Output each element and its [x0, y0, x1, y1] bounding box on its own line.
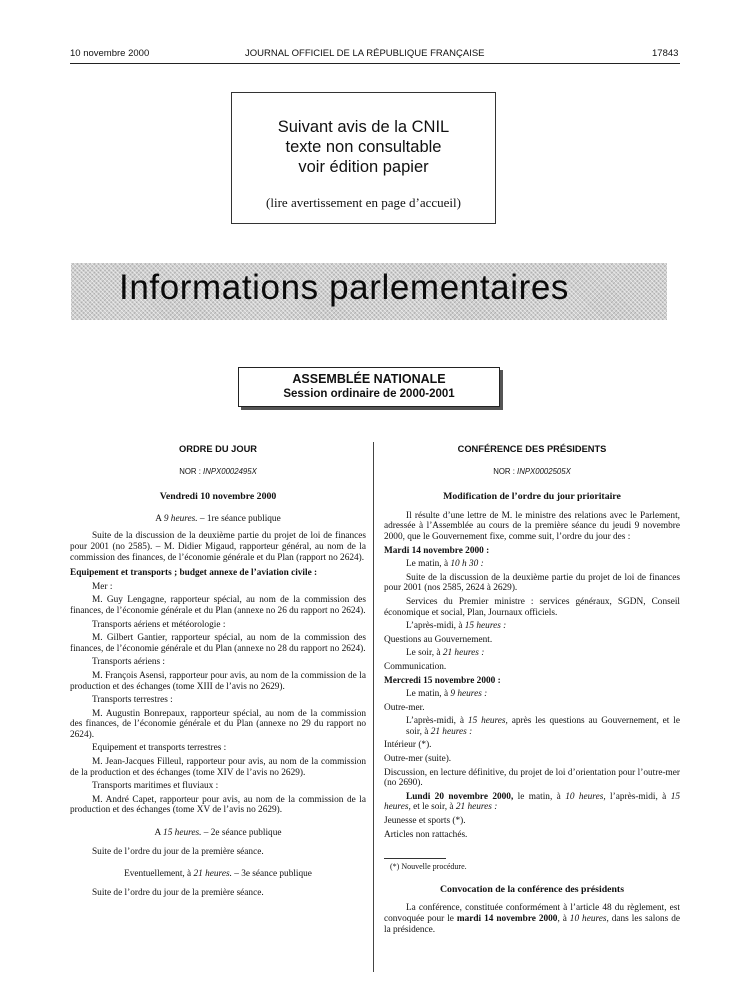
paragraph-tmf: M. André Capet, rapporteur pour avis, au nom de la commission de la production et des échanges (tome XV de l’avis no 2629). — [70, 794, 366, 816]
mercredi-apres-midi: L’après-midi, à 15 heures, après les questions au Gouvernement, et le soir, à 21 heures : — [406, 716, 680, 737]
seance-1-heading: A 9 heures. – 1re séance publique — [155, 513, 281, 524]
header-page-number: 17843 — [652, 48, 679, 59]
section-banner — [71, 263, 667, 320]
articles-non-rattaches: Articles non rattachés. — [384, 829, 468, 840]
discussion-lecture: Discussion, en lecture définitive, du projet de loi d’orientation pour l’outre-mer (no 2690). — [384, 767, 680, 789]
cnil-line-3: voir édition papier — [298, 158, 429, 176]
mercredi-heading: Mercredi 15 novembre 2000 : — [384, 675, 501, 686]
mardi-matin: Le matin, à 10 h 30 : — [406, 559, 484, 570]
assembly-name: ASSEMBLÉE NATIONALE — [292, 372, 446, 386]
mardi-heading: Mardi 14 novembre 2000 : — [384, 545, 490, 556]
intro-paragraph: Il résulte d’une lettre de M. le ministre des relations avec le Parlement, adressée à l’Assemblée au cours de la première séance du jeudi 9 novembre 2000, que le Gouvernement fixe, comme suit, l’ordre du jour des : — [384, 510, 680, 542]
assembly-session: Session ordinaire de 2000-2001 — [283, 388, 455, 400]
mer-label: Mer : — [92, 581, 113, 592]
left-column — [70, 444, 366, 901]
cnil-line-2: texte non consultable — [285, 138, 442, 156]
right-nor: NOR : INPX0002505X — [493, 466, 571, 476]
left-column-title: ORDRE DU JOUR — [179, 444, 257, 454]
mardi-apres-midi: L’après-midi, à 15 heures : — [406, 621, 507, 632]
seance-3-heading: Eventuellement, à 21 heures. – 3e séance publique — [124, 869, 312, 880]
communication: Communication. — [384, 661, 447, 672]
seance-2-heading: A 15 heures. – 2e séance publique — [154, 828, 282, 839]
assembly-box — [238, 367, 500, 407]
paragraph-ett: M. Jean-Jacques Filleul, rapporteur pour avis, au nom de la commission de la production et des échanges (tome XIV de l’avis no 2629). — [70, 757, 366, 778]
footnote: (*) Nouvelle procédure. — [390, 862, 467, 872]
paragraph-tam: M. Gilbert Gantier, rapporteur spécial, au nom de la commission des finances, de l’économie générale et du Plan (annexe no 28 du rapport no 2624). — [70, 633, 366, 654]
mardi-soir: Le soir, à 21 heures : — [406, 648, 485, 659]
column-divider — [373, 442, 374, 972]
questions-gouvernement: Questions au Gouvernement. — [384, 634, 493, 645]
paragraph-mer: M. Guy Lengagne, rapporteur spécial, au nom de la commission des finances, de l’économie générale et du Plan (annexe no 26 du rapport no 2624). — [70, 595, 366, 616]
convocation-paragraph: La conférence, constituée conformément à l’article 48 du règlement, est convoquée pour le mardi 14 novembre 2000, à 10 heures, dans les salons de la présidence. — [384, 903, 680, 935]
paragraph-suite-discussion: Suite de la discussion de la deuxième partie du projet de loi de finances pour 2001 (nos 2585, 2624 à 2629). — [384, 572, 680, 594]
left-day-heading: Vendredi 10 novembre 2000 — [159, 491, 277, 503]
header-title: JOURNAL OFFICIEL DE LA RÉPUBLIQUE FRANÇAISE — [245, 48, 485, 59]
banner-title: Informations parlementaires — [119, 268, 570, 307]
tam-label: Transports aériens et météorologie : — [92, 619, 226, 630]
jeunesse-sports: Jeunesse et sports (*). — [384, 816, 466, 827]
right-column — [384, 444, 680, 938]
paragraph-ta: M. François Asensi, rapporteur pour avis, au nom de la commission de la production et des échanges (tome XIII de l’avis no 2629). — [70, 670, 366, 692]
footnote-rule — [384, 858, 446, 859]
seance-3-text: Suite de l’ordre du jour de la première séance. — [92, 887, 264, 898]
cnil-note: (lire avertissement en page d’accueil) — [266, 195, 461, 210]
tt-label: Transports terrestres : — [92, 695, 173, 706]
outre-mer: Outre-mer. — [384, 702, 425, 713]
convocation-heading: Convocation de la conférence des présidents — [439, 883, 625, 895]
interieur: Intérieur (*). — [384, 740, 432, 751]
paragraph-budget: Suite de la discussion de la deuxième partie du projet de loi de finances pour 2001 (no 2585). – M. Didier Migaud, rapporteur général, au nom de la commission des finances, de l’économie générale et du Plan (rapport no 2624). — [70, 531, 366, 563]
cnil-line-1: Suivant avis de la CNIL — [277, 118, 450, 136]
lundi-paragraph: Lundi 20 novembre 2000, le matin, à 10 heures, l’après-midi, à 15 heures, et le soir, à 21 heures : — [384, 791, 680, 813]
header-date: 10 novembre 2000 — [70, 48, 150, 59]
tmf-label: Transports maritimes et fluviaux : — [92, 781, 219, 792]
cnil-notice-box — [231, 92, 496, 224]
ett-label: Equipement et transports terrestres : — [92, 743, 227, 754]
outre-mer-suite: Outre-mer (suite). — [384, 754, 452, 765]
seance-2-text: Suite de l’ordre du jour de la première séance. — [92, 846, 264, 857]
right-column-title: CONFÉRENCE DES PRÉSIDENTS — [457, 444, 607, 454]
left-nor: NOR : INPX0002495X — [179, 466, 257, 476]
right-subtitle: Modification de l’ordre du jour prioritaire — [443, 491, 621, 503]
header-rule — [70, 63, 680, 64]
ta-label: Transports aériens : — [92, 657, 165, 668]
paragraph-services: Services du Premier ministre : services généraux, SGDN, Conseil économique et social, Plan, Journaux officiels. — [384, 596, 680, 618]
paragraph-tt: M. Augustin Bonrepaux, rapporteur spécial, au nom de la commission des finances, de l’économie générale et du Plan (annexe no 29 du rapport no 2624). — [70, 708, 366, 740]
equipement-heading: Equipement et transports ; budget annexe de l’aviation civile : — [70, 568, 318, 579]
mercredi-matin: Le matin, à 9 heures : — [406, 689, 488, 700]
